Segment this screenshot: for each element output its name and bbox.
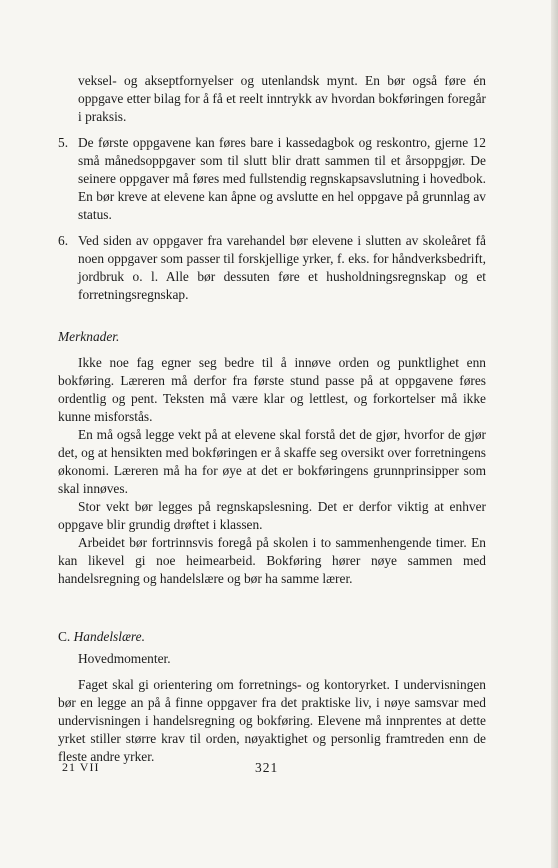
intro-continuation-paragraph: veksel- og akseptfornyelser og utenlandsk mynt. En bør også føre én oppgave etter bilag for å få et reelt inntrykk av hvordan bokføringen foregår i praksis. bbox=[78, 73, 486, 124]
remarks-heading: Merknader. bbox=[58, 329, 120, 344]
section-c-title: Handelslære. bbox=[73, 629, 145, 644]
list-item-number: 5. bbox=[58, 135, 69, 150]
remarks-paragraph: Stor vekt bør legges på regnskapslesning. Det er derfor viktig at enhver oppgave blir grundig drøftet i klassen. bbox=[58, 499, 486, 532]
section-c-letter: C. bbox=[58, 629, 71, 644]
list-item bbox=[58, 134, 486, 224]
printer-signature: 21 VII bbox=[62, 760, 100, 774]
section-c-heading bbox=[58, 628, 486, 646]
list-item-text: De første oppgavene kan føres bare i kassedagbok og reskontro, gjerne 12 små månedsoppgaver som til slutt blir dratt sammen til et årsoppgjør. De seinere oppgaver må føres med fullstendig regnskapsavslutning i hovedbok. En bør kreve at elevene kan åpne og avslutte en hel oppgave på grunnlag av status. bbox=[78, 135, 486, 222]
list-item-number: 6. bbox=[58, 233, 69, 248]
page-edge-shadow bbox=[551, 0, 558, 868]
document-page bbox=[58, 72, 486, 766]
remarks-paragraph: Arbeidet bør fortrinnsvis foregå på skolen i to sammenhengende timer. En kan likevel gi noe heimearbeid. Bokføring hører nøye sammen med handelsregning og handelslære og bør ha samme lærer. bbox=[58, 535, 486, 586]
list-item-text: Ved siden av oppgaver fra varehandel bør elevene i slutten av skoleåret få noen oppgaver som passer til forskjellige yrker, f. eks. for håndverksbedrift, jordbruk o. l. Alle bør dessuten føre et husholdningsregnskap og et forretningsregnskap. bbox=[78, 233, 486, 302]
page-number: 321 bbox=[255, 760, 279, 775]
section-c-paragraph: Faget skal gi orientering om forretnings- og kontoryrket. I undervisningen bør en legge an på å finne oppgaver fra det praktiske liv, i nøye samsvar med undervisningen i handelsregning og bokføring. Elevene må innprentes at dette yrket stiller større krav til orden, nøyaktighet og personlig framtreden enn de fleste andre yrker. bbox=[58, 677, 486, 764]
remarks-paragraph: En må også legge vekt på at elevene skal forstå det de gjør, hvorfor de gjør det, og at hensikten med bokføringen er å skaffe seg oversikt over forretningens økonomi. Læreren må ha for øye at det er bokføringens grunnprinsipper som skal innøves. bbox=[58, 427, 486, 496]
list-item bbox=[58, 232, 486, 304]
remarks-paragraph: Ikke noe fag egner seg bedre til å innøve orden og punktlighet enn bokføring. Læreren må derfor fra første stund passe på at oppgavene føres ordentlig og pent. Teksten må være klar og lettlest, og forkortelser må ikke kunne misforstås. bbox=[58, 355, 486, 424]
section-c-subheading: Hovedmomenter. bbox=[78, 651, 171, 666]
